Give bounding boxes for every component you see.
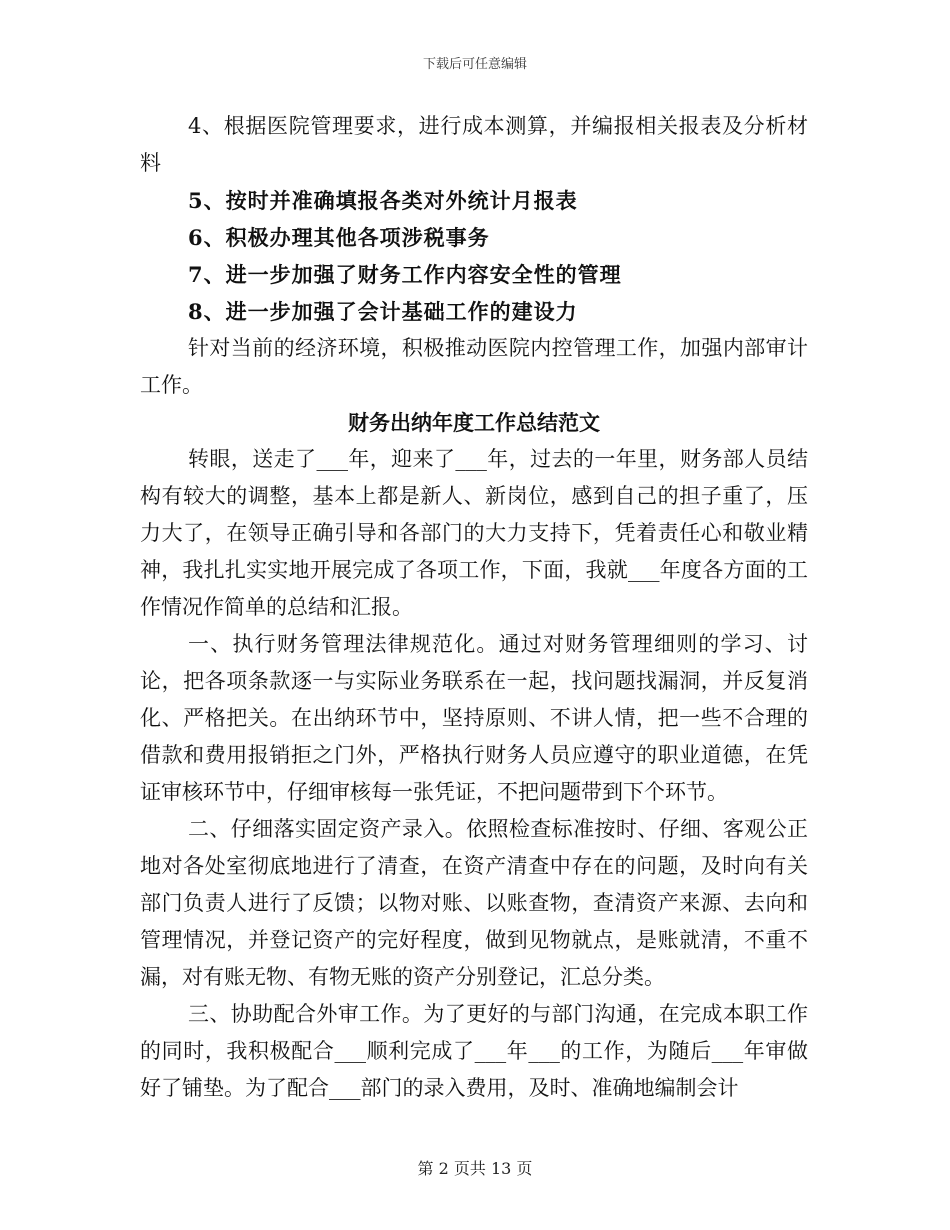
page-footer: 第 2 页共 13 页	[417, 1159, 533, 1178]
paragraph-item-6: 6、积极办理其他各项涉税事务	[188, 225, 490, 250]
paragraph-item-8: 8、进一步加强了会计基础工作的建设力	[188, 299, 578, 324]
document-body	[140, 108, 808, 1107]
paragraph-item-4: 4、根据医院管理要求，进行成本测算，并编报相关报表及分析材料	[140, 114, 808, 175]
page-header: 下载后可任意编辑	[422, 57, 527, 72]
paragraph-item-5: 5、按时并准确填报各类对外统计月报表	[188, 188, 578, 213]
paragraph-audit: 针对当前的经济环境，积极推动医院内控管理工作，加强内部审计工作。	[140, 336, 808, 397]
paragraph-intro: 转眼，送走了___年，迎来了___年，过去的一年里，财务部人员结构有较大的调整，基本上都是新人、新岗位，感到自己的担子重了，压力大了，在领导正确引导和各部门的大力支持下，凭着责任心和敬业精神，我扎扎实实地开展完成了各项工作，下面，我就___年度各方面的工作情况作简单的总结和汇报。	[140, 447, 808, 619]
paragraph-section-1: 一、执行财务管理法律规范化。通过对财务管理细则的学习、讨论，把各项条款逐一与实际业务联系在一起，找问题找漏洞，并反复消化、严格把关。在出纳环节中，坚持原则、不讲人情，把一些不合理的借款和费用报销拒之门外，严格执行财务人员应遵守的职业道德，在凭证审核环节中，仔细审核每一张凭证，不把问题带到下个环节。	[140, 632, 808, 804]
paragraph-item-7: 7、进一步加强了财务工作内容安全性的管理	[188, 262, 622, 287]
paragraph-section-3: 三、协助配合外审工作。为了更好的与部门沟通，在完成本职工作的同时，我积极配合___顺利完成了___年___的工作，为随后___年审做好了铺垫。为了配合___部门的录入费用，及时、准确地编制会计	[140, 1002, 808, 1100]
paragraph-section-2: 二、仔细落实固定资产录入。依照检查标准按时、仔细、客观公正地对各处室彻底地进行了清查，在资产清查中存在的问题，及时向有关部门负责人进行了反馈；以物对账、以账查物，查清资产来源、去向和管理情况，并登记资产的完好程度，做到见物就点，是账就清，不重不漏，对有账无物、有物无账的资产分别登记，汇总分类。	[140, 817, 808, 989]
section-title: 财务出纳年度工作总结范文	[348, 410, 600, 435]
